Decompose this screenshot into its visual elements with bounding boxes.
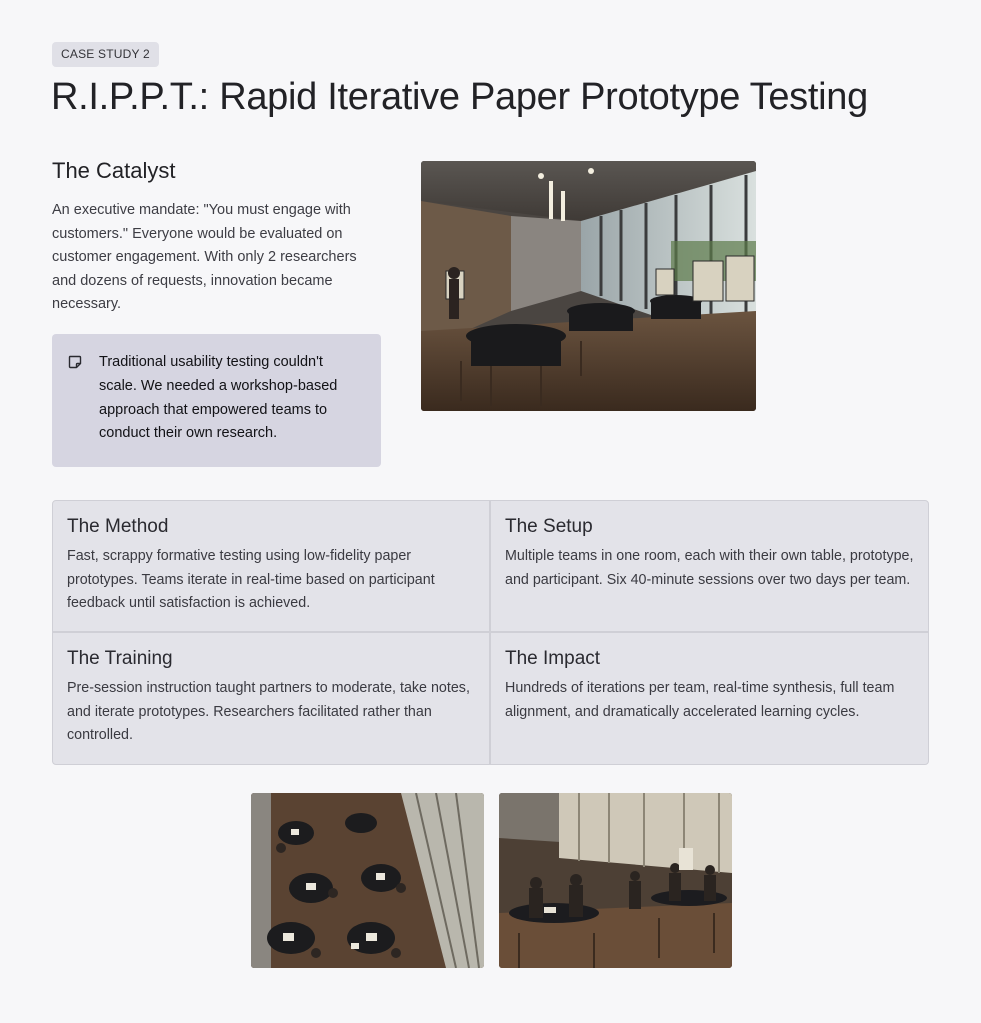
card-title: The Training bbox=[67, 648, 173, 669]
card-text: Multiple teams in one room, each with their own table, prototype, and participant. Six 40-minute sessions over two days per team. bbox=[505, 548, 914, 588]
card-setup bbox=[491, 501, 928, 633]
workshop-room-photo bbox=[421, 161, 756, 411]
overhead-workshop-photo bbox=[251, 793, 484, 968]
page-title: R.I.P.P.T.: Rapid Iterative Paper Prototype Testing bbox=[51, 76, 868, 118]
case-study-badge: CASE STUDY 2 bbox=[52, 42, 159, 67]
card-impact bbox=[491, 633, 928, 764]
callout-text: Traditional usability testing couldn't scale. We needed a workshop-based approach that empowered teams to conduct their own research. bbox=[99, 354, 338, 442]
card-method bbox=[53, 501, 491, 633]
card-text: Pre-session instruction taught partners to moderate, take notes, and iterate prototypes. Researchers facilitated rather than controlled. bbox=[67, 680, 470, 744]
catalyst-text: An executive mandate: "You must engage with customers." Everyone would be evaluated on customer engagement. With only 2 researchers and dozens of requests, innovation became necessary. bbox=[52, 202, 357, 312]
note-icon bbox=[67, 354, 83, 370]
card-training bbox=[53, 633, 491, 764]
card-title: The Setup bbox=[505, 516, 593, 537]
card-title: The Impact bbox=[505, 648, 601, 669]
card-text: Fast, scrappy formative testing using low-fidelity paper prototypes. Teams iterate in real-time based on participant feedback until satisfaction is achieved. bbox=[67, 548, 435, 612]
teams-at-tables-photo bbox=[499, 793, 732, 968]
details-grid bbox=[52, 500, 929, 765]
catalyst-heading: The Catalyst bbox=[52, 158, 176, 183]
callout-box bbox=[52, 334, 381, 467]
card-title: The Method bbox=[67, 516, 169, 537]
card-text: Hundreds of iterations per team, real-time synthesis, full team alignment, and dramatically accelerated learning cycles. bbox=[505, 680, 895, 720]
